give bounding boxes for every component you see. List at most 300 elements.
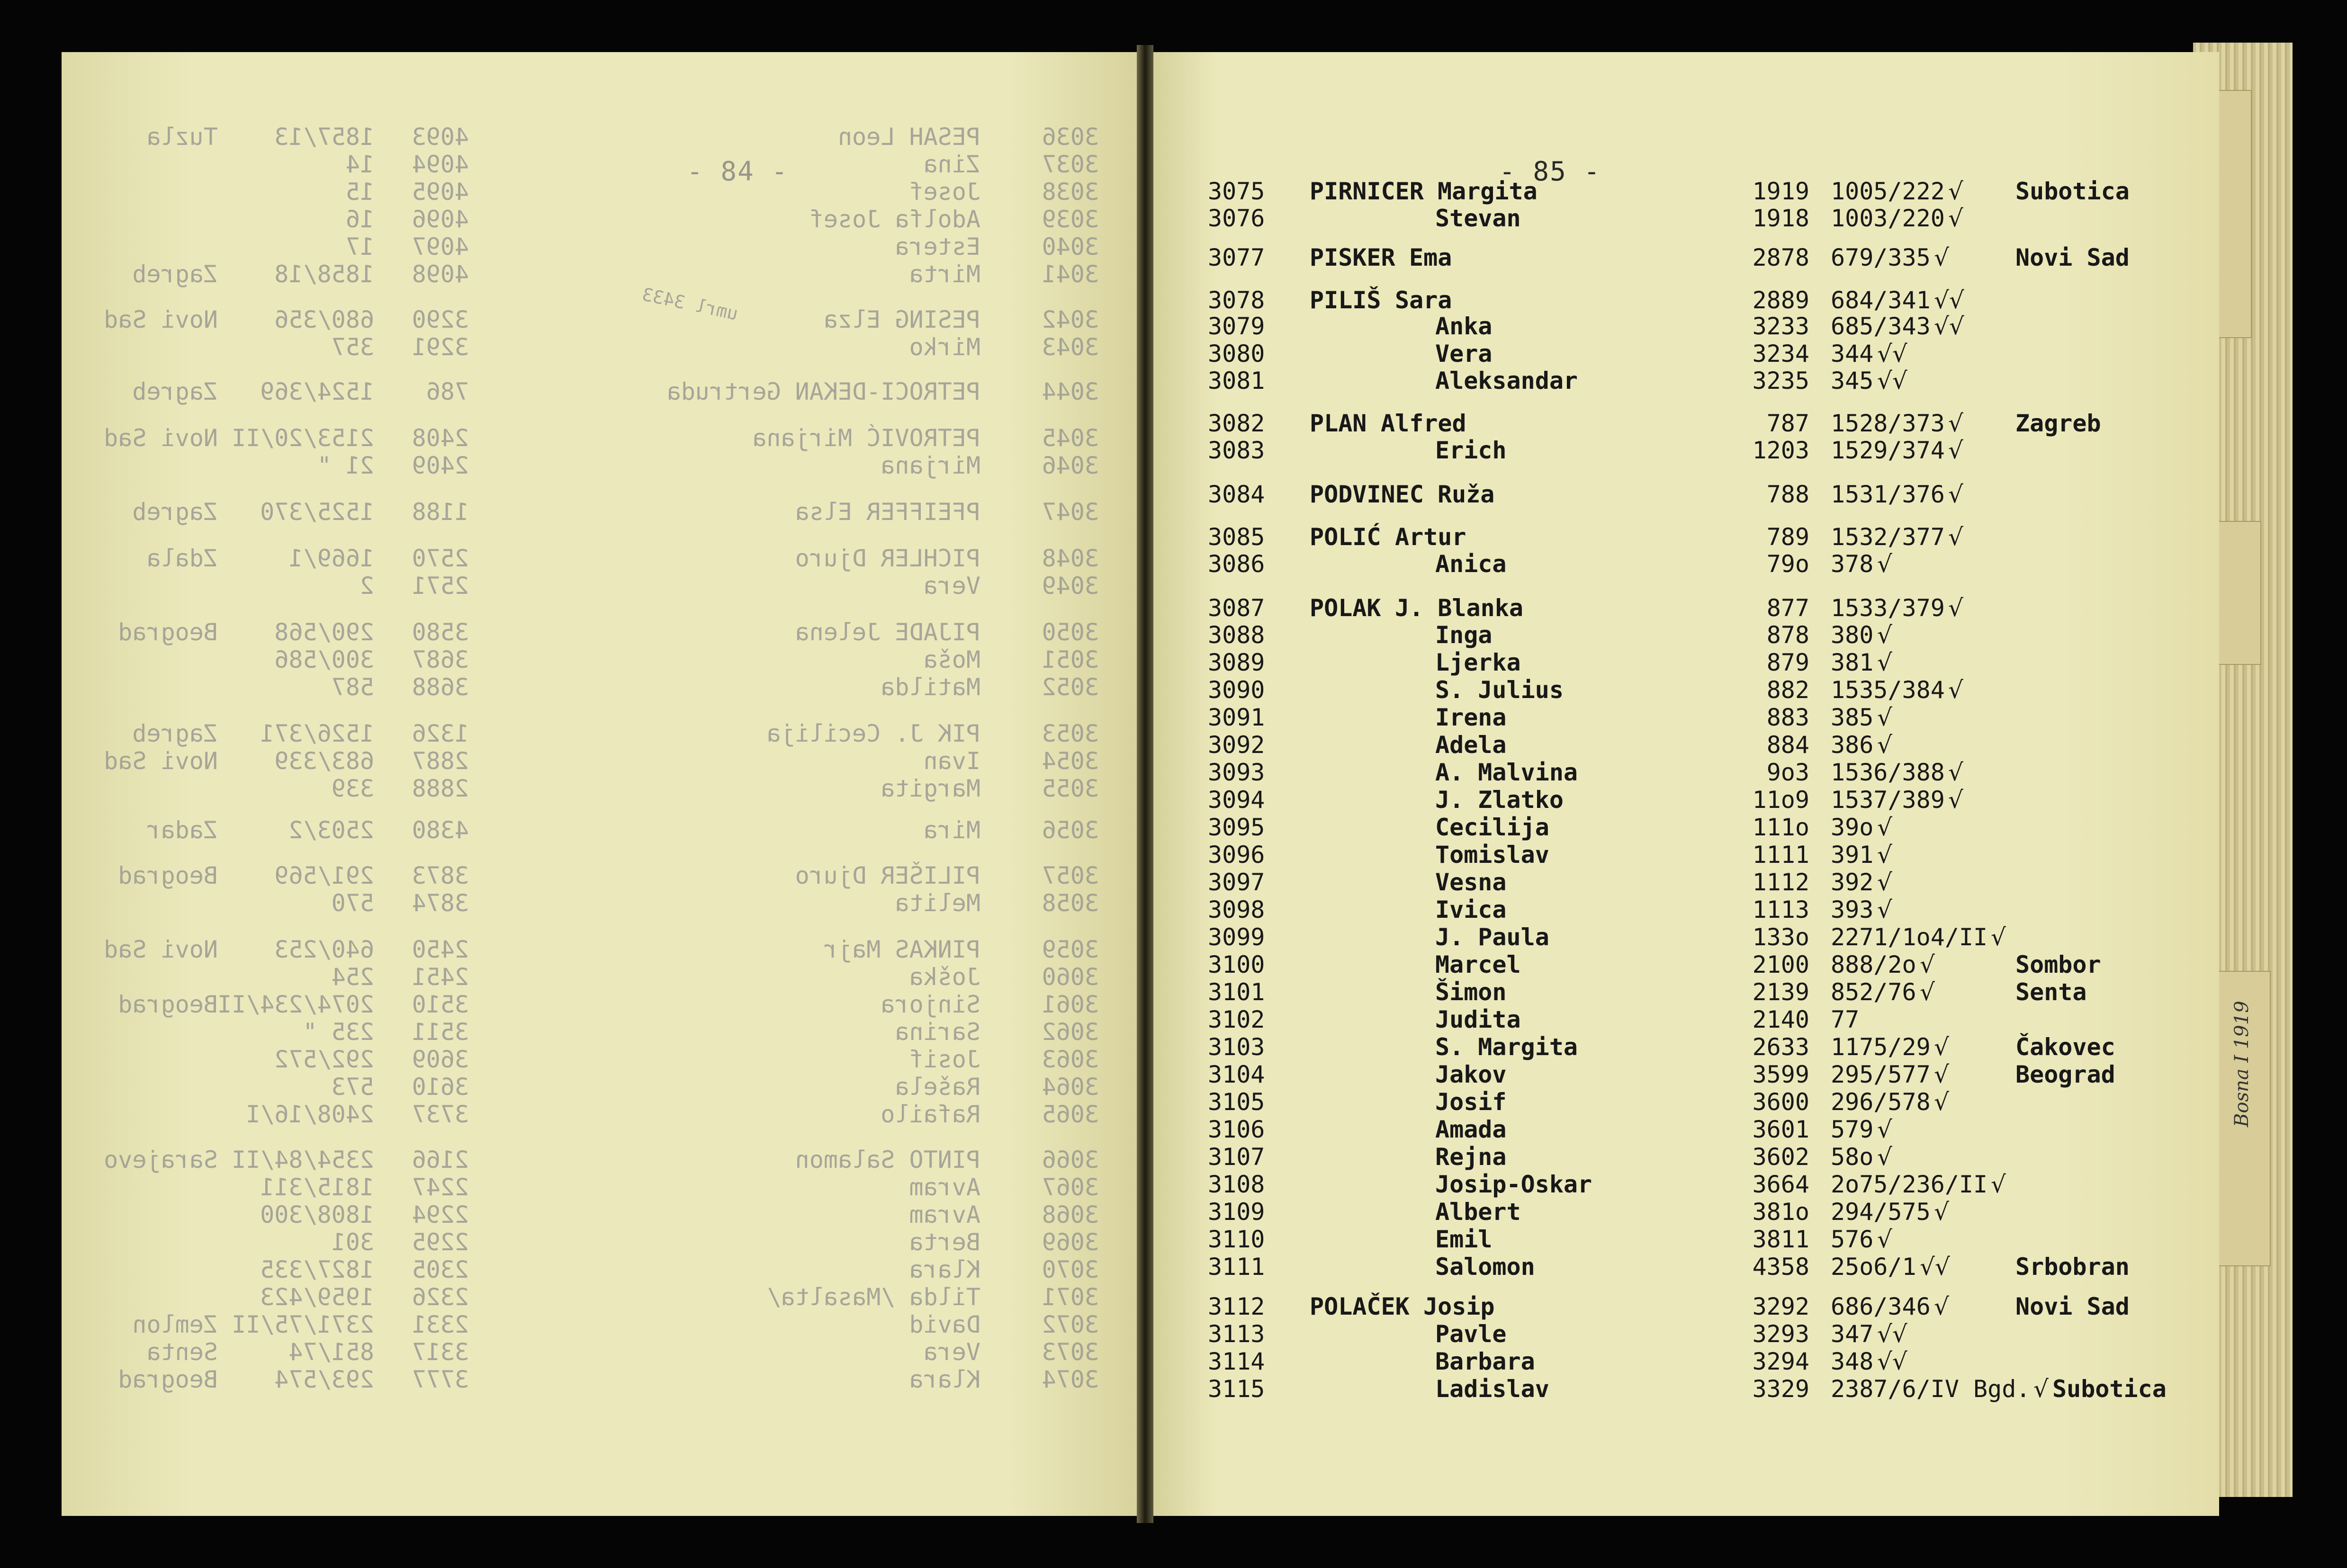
- ghost-code: 1326: [412, 720, 469, 747]
- entry-number: 3115: [1208, 1375, 1265, 1403]
- checkmark-icon: √: [1948, 205, 1963, 232]
- entry-reference: 296/578: [1831, 1088, 1931, 1116]
- entry-number: 3110: [1208, 1226, 1265, 1253]
- ghost-num: 3050: [1042, 618, 1099, 646]
- entry-given-name: A. Malvina: [1435, 759, 1578, 786]
- entry-given-name: Šimon: [1435, 978, 1507, 1006]
- ghost-code: 2450: [412, 936, 469, 963]
- entry-reference: 1533/379: [1831, 594, 1945, 622]
- ghost-name: David: [909, 1311, 980, 1338]
- ghost-code: 2247: [412, 1174, 469, 1201]
- entry-code: 3601: [1752, 1116, 1809, 1143]
- ghost-code: 3873: [412, 862, 469, 889]
- ghost-code: 3609: [412, 1046, 469, 1073]
- checkmark-icon: √: [1948, 481, 1963, 508]
- register-entry: [1153, 704, 2219, 732]
- entry-code: 3233: [1752, 313, 1809, 340]
- checkmark-icon: √: [1948, 523, 1963, 551]
- entry-given-name: Ljerka: [1435, 649, 1521, 676]
- register-entry: [1153, 869, 2219, 897]
- ghost-ref: 16: [345, 206, 374, 233]
- entry-reference: 347: [1831, 1320, 1874, 1348]
- ghost-name: Klara: [909, 1256, 980, 1283]
- ghost-city: Tuzla: [146, 123, 218, 151]
- entry-given-name: Rejna: [1435, 1143, 1507, 1171]
- entry-code: 11o9: [1752, 786, 1809, 814]
- ghost-code: 3874: [412, 889, 469, 917]
- entry-reference: 2271/1o4/II: [1831, 923, 1988, 951]
- entry-reference: 888/2o: [1831, 951, 1916, 978]
- ghost-name: Joška: [909, 963, 980, 991]
- ghost-num: 3072: [1042, 1311, 1099, 1338]
- ghost-num: 3057: [1042, 862, 1099, 889]
- entry-reference: 392: [1831, 869, 1874, 896]
- checkmark-icon: √: [1948, 759, 1963, 786]
- checkmark-icon: √: [1877, 1226, 1892, 1253]
- register-entry: [1153, 410, 2219, 438]
- entry-given-name: Pavle: [1435, 1320, 1507, 1348]
- entry-reference: 58o: [1831, 1143, 1874, 1171]
- entry-reference: 1537/389: [1831, 786, 1945, 814]
- ghost-num: 3052: [1042, 673, 1099, 701]
- entry-surname: POLAK: [1310, 594, 1381, 622]
- entry-reference: 579: [1831, 1116, 1874, 1143]
- ghost-code: 2326: [412, 1283, 469, 1311]
- ghost-num: 3060: [1042, 963, 1099, 991]
- ghost-name: Sinjora: [881, 991, 980, 1018]
- entry-number: 3086: [1208, 550, 1265, 578]
- entry-reference: 685/343: [1831, 313, 1931, 340]
- ghost-name: Vera: [923, 572, 980, 600]
- entry-reference: 385: [1831, 704, 1874, 731]
- ghost-city: Beograd: [118, 618, 218, 646]
- ghost-num: 3043: [1042, 333, 1099, 361]
- entry-given-name: Artur: [1395, 523, 1466, 551]
- ghost-ref: 17: [345, 233, 374, 260]
- ghost-code: 4097: [412, 233, 469, 260]
- ghost-ref: 2153/20/II: [231, 424, 374, 452]
- ghost-code: 4098: [412, 260, 469, 288]
- entry-code: 3293: [1752, 1320, 1809, 1348]
- entry-code: 3294: [1752, 1348, 1809, 1375]
- ghost-ref: 1959/423: [260, 1283, 374, 1311]
- register-entry: [1153, 340, 2219, 368]
- entry-number: 3096: [1208, 841, 1265, 869]
- checkmark-icon: √: [1877, 704, 1892, 731]
- entry-code: 883: [1766, 704, 1809, 731]
- checkmark-icon: √: [1877, 1116, 1892, 1143]
- entry-number: 3080: [1208, 340, 1265, 367]
- ghost-num: 3040: [1042, 233, 1099, 260]
- entry-surname: POLAČEK: [1310, 1293, 1410, 1320]
- entry-given-name: Anka: [1435, 313, 1493, 340]
- entry-reference: 1529/374: [1831, 437, 1945, 464]
- ghost-name: Rašela: [895, 1073, 980, 1101]
- register-entry: [1153, 1116, 2219, 1144]
- entry-code: 3599: [1752, 1061, 1809, 1088]
- entry-reference: 2387/6/IV Bgd.: [1831, 1375, 2031, 1403]
- register-entry: [1153, 978, 2219, 1007]
- entry-code: 787: [1766, 410, 1809, 437]
- ghost-handwritten-note: umrl 3433: [640, 284, 740, 324]
- entry-number: 3085: [1208, 523, 1265, 551]
- ghost-code: 4093: [412, 123, 469, 151]
- ghost-num: 3051: [1042, 646, 1099, 673]
- register-entry: [1153, 731, 2219, 760]
- entry-given-name: Jakov: [1435, 1061, 1507, 1088]
- ghost-ref: 1815/311: [260, 1174, 374, 1201]
- ghost-ref: 1526/371: [260, 720, 374, 747]
- register-entry: [1153, 523, 2219, 552]
- ghost-code: 4095: [412, 178, 469, 206]
- entry-code: 1919: [1752, 178, 1809, 205]
- ghost-name: Mirta: [909, 260, 980, 288]
- entry-code: 879: [1766, 649, 1809, 676]
- ghost-code: 3777: [412, 1366, 469, 1393]
- entry-city: Senta: [2015, 978, 2087, 1006]
- ghost-code: 2331: [412, 1311, 469, 1338]
- entry-given-name: Albert: [1435, 1198, 1521, 1226]
- entry-code: 877: [1766, 594, 1809, 622]
- ghost-num: 3065: [1042, 1101, 1099, 1128]
- entry-code: 788: [1766, 481, 1809, 508]
- checkmark-icon: √: [1877, 896, 1892, 923]
- ghost-num: 3067: [1042, 1174, 1099, 1201]
- ghost-name: Rafailo: [881, 1101, 980, 1128]
- entry-given-name: Stevan: [1435, 205, 1521, 232]
- ghost-name: Mirjana: [881, 452, 980, 479]
- entry-code: 3292: [1752, 1293, 1809, 1320]
- ghost-name: Melita: [895, 889, 980, 917]
- entry-reference: 2o75/236/II: [1831, 1171, 1988, 1198]
- entry-code: 2878: [1752, 244, 1809, 271]
- checkmark-icon: √√: [1934, 287, 1964, 314]
- ghost-ref: 2: [360, 572, 374, 600]
- checkmark-icon: √: [1934, 1033, 1949, 1061]
- register-entry: [1153, 621, 2219, 650]
- checkmark-icon: √: [1948, 676, 1963, 704]
- ghost-ref: 301: [331, 1228, 374, 1256]
- ghost-ref: 15: [345, 178, 374, 206]
- checkmark-icon: √: [1877, 869, 1892, 896]
- entry-given-name: Aleksandar: [1435, 367, 1578, 394]
- entry-number: 3113: [1208, 1320, 1265, 1348]
- entry-given-name: Josif: [1435, 1088, 1507, 1116]
- ghost-ref: 292/572: [274, 1046, 374, 1073]
- ghost-city: Zdala: [146, 545, 218, 572]
- entry-given-name: Ladislav: [1435, 1375, 1549, 1403]
- entry-code: 882: [1766, 676, 1809, 704]
- checkmark-icon: √: [1877, 649, 1892, 676]
- ghost-num: 3036: [1042, 123, 1099, 151]
- checkmark-icon: √: [1948, 437, 1963, 464]
- ghost-ref: 1857/13: [274, 123, 374, 151]
- entry-code: 1918: [1752, 205, 1809, 232]
- ghost-num: 3073: [1042, 1338, 1099, 1366]
- entry-number: 3098: [1208, 896, 1265, 923]
- register-entry: [1153, 923, 2219, 952]
- entry-number: 3111: [1208, 1253, 1265, 1281]
- ghost-num: 3066: [1042, 1146, 1099, 1174]
- entry-given-name: Alfred: [1381, 410, 1466, 437]
- register-entry: [1153, 676, 2219, 705]
- checkmark-icon: √√: [1877, 1348, 1907, 1375]
- entry-reference: 679/335: [1831, 244, 1931, 271]
- ghost-ref: 293/574: [274, 1366, 374, 1393]
- ghost-name: Berta: [909, 1228, 980, 1256]
- entry-code: 79o: [1766, 550, 1809, 578]
- entry-number: 3101: [1208, 978, 1265, 1006]
- ghost-city: Zadar: [146, 816, 218, 844]
- register-entry: [1153, 841, 2219, 869]
- ghost-ref: 680/356: [274, 306, 374, 333]
- ghost-code: 3688: [412, 673, 469, 701]
- ghost-code: 3737: [412, 1101, 469, 1128]
- entry-city: Subotica: [2052, 1375, 2167, 1403]
- checkmark-icon: √√: [1877, 1320, 1907, 1348]
- ghost-code: 1188: [412, 498, 469, 526]
- ghost-ref: 300/586: [274, 646, 374, 673]
- entry-given-name: Adela: [1435, 731, 1507, 759]
- entry-city: Novi Sad: [2015, 244, 2130, 271]
- ghost-code: 4094: [412, 151, 469, 178]
- ghost-name: Adolfa Josef: [809, 206, 980, 233]
- ghost-code: 786: [426, 378, 469, 405]
- ghost-ref: 339: [331, 775, 374, 802]
- register-entry: [1153, 759, 2219, 787]
- entry-code: 3234: [1752, 340, 1809, 367]
- entry-number: 3102: [1208, 1006, 1265, 1033]
- entry-given-name: Erich: [1435, 437, 1507, 464]
- entry-number: 3108: [1208, 1171, 1265, 1198]
- entry-number: 3081: [1208, 367, 1265, 394]
- checkmark-icon: √: [1877, 550, 1892, 578]
- ghost-name: Vera: [923, 1338, 980, 1366]
- entry-surname: PLAN: [1310, 410, 1367, 437]
- ghost-num: 3037: [1042, 151, 1099, 178]
- ghost-num: 3059: [1042, 936, 1099, 963]
- entry-reference: 1536/388: [1831, 759, 1945, 786]
- ghost-ref: 1808/300: [260, 1201, 374, 1228]
- entry-city: Beograd: [2015, 1061, 2115, 1088]
- entry-surname: PIRNICER: [1310, 178, 1424, 205]
- register-entry: [1153, 1375, 2219, 1404]
- entry-reference: 25o6/1: [1831, 1253, 1916, 1281]
- entry-code: 878: [1766, 621, 1809, 649]
- ghost-num: 3046: [1042, 452, 1099, 479]
- left-page-number: - 84 -: [687, 156, 789, 187]
- entry-reference: 386: [1831, 731, 1874, 759]
- entry-reference: 852/76: [1831, 978, 1916, 1006]
- entry-reference: 1532/377: [1831, 523, 1945, 551]
- checkmark-icon: √: [1877, 1143, 1892, 1171]
- ghost-ref: 573: [331, 1073, 374, 1101]
- checkmark-icon: √: [1920, 951, 1935, 978]
- checkmark-icon: √: [1934, 1198, 1949, 1226]
- ghost-ref: 683/339: [274, 747, 374, 775]
- entry-code: 2633: [1752, 1033, 1809, 1061]
- entry-reference: 576: [1831, 1226, 1874, 1253]
- ghost-num: 3062: [1042, 1018, 1099, 1046]
- checkmark-icon: √√: [1920, 1253, 1950, 1281]
- register-entry: [1153, 1061, 2219, 1089]
- entry-reference: 1531/376: [1831, 481, 1945, 508]
- entry-reference: 1005/222: [1831, 178, 1945, 205]
- register-entry: [1153, 550, 2219, 579]
- checkmark-icon: √: [1877, 814, 1892, 841]
- ghost-city: Zagreb: [132, 378, 218, 405]
- ghost-ref: 1827/335: [260, 1256, 374, 1283]
- entry-reference: 294/575: [1831, 1198, 1931, 1226]
- ghost-ref: 1525/370: [260, 498, 374, 526]
- ghost-city: Novi Sad: [104, 747, 218, 775]
- entry-given-name: J. Paula: [1435, 923, 1549, 951]
- checkmark-icon: √: [1934, 244, 1949, 271]
- entry-given-name: Tomislav: [1435, 841, 1549, 869]
- ghost-code: 4096: [412, 206, 469, 233]
- checkmark-icon: √√: [1877, 367, 1907, 394]
- ghost-name: Klara: [909, 1366, 980, 1393]
- entry-reference: 295/577: [1831, 1061, 1931, 1088]
- entry-reference: 1535/384: [1831, 676, 1945, 704]
- entry-code: 1113: [1752, 896, 1809, 923]
- ghost-code: 2294: [412, 1201, 469, 1228]
- ghost-city: Beograd: [118, 991, 218, 1018]
- ghost-name: Tilda /Masalta/: [766, 1283, 980, 1311]
- ghost-city: Senta: [146, 1338, 218, 1366]
- register-entry: [1153, 313, 2219, 341]
- register-entry: [1153, 1033, 2219, 1062]
- entry-given-name: Anica: [1435, 550, 1507, 578]
- ghost-num: 3044: [1042, 378, 1099, 405]
- entry-number: 3087: [1208, 594, 1265, 622]
- ghost-ref: 2354/84/II: [231, 1146, 374, 1174]
- entry-given-name: Sara: [1395, 287, 1452, 314]
- ghost-ref: 587: [331, 673, 374, 701]
- right-page-number: - 85 -: [1499, 156, 1601, 187]
- ghost-num: 3064: [1042, 1073, 1099, 1101]
- entry-number: 3106: [1208, 1116, 1265, 1143]
- entry-given-name: Emil: [1435, 1226, 1493, 1253]
- ghost-code: 2888: [412, 775, 469, 802]
- ghost-ref: 14: [345, 151, 374, 178]
- entry-number: 3114: [1208, 1348, 1265, 1375]
- entry-number: 3094: [1208, 786, 1265, 814]
- entry-number: 3100: [1208, 951, 1265, 978]
- entry-code: 133o: [1752, 923, 1809, 951]
- ghost-name: Zina: [923, 151, 980, 178]
- register-entry: [1153, 896, 2219, 924]
- checkmark-icon: √: [1877, 621, 1892, 649]
- checkmark-icon: √√: [1934, 313, 1964, 340]
- entry-given-name: Ema: [1409, 244, 1452, 271]
- ghost-name: Avram: [909, 1201, 980, 1228]
- ghost-city: Beograd: [118, 1366, 218, 1393]
- entry-reference: 348: [1831, 1348, 1874, 1375]
- entry-reference: 391: [1831, 841, 1874, 869]
- entry-number: 3103: [1208, 1033, 1265, 1061]
- entry-given-name: Vesna: [1435, 869, 1507, 896]
- entry-number: 3092: [1208, 731, 1265, 759]
- ghost-name: PESING Elza: [823, 306, 980, 333]
- ghost-num: 3056: [1042, 816, 1099, 844]
- register-entry: [1153, 287, 2219, 315]
- ghost-name: PESAH Leon: [837, 123, 980, 151]
- ghost-name: PIK J. Cecilija: [766, 720, 980, 747]
- ghost-name: Josif: [909, 1046, 980, 1073]
- register-entry: [1153, 178, 2219, 206]
- entry-code: 884: [1766, 731, 1809, 759]
- ghost-name: Moša: [923, 646, 980, 673]
- ghost-num: 3049: [1042, 572, 1099, 600]
- ghost-name: Estera: [895, 233, 980, 260]
- entry-surname: PODVINEC: [1310, 481, 1424, 508]
- ghost-num: 3054: [1042, 747, 1099, 775]
- ghost-city: Beograd: [118, 862, 218, 889]
- register-entry: [1153, 951, 2219, 979]
- entry-given-name: Amada: [1435, 1116, 1507, 1143]
- ghost-code: 3687: [412, 646, 469, 673]
- ghost-name: Ivan: [923, 747, 980, 775]
- entry-number: 3105: [1208, 1088, 1265, 1116]
- register-entry: [1153, 649, 2219, 677]
- ghost-code: 2451: [412, 963, 469, 991]
- register-entry: [1153, 367, 2219, 395]
- entry-number: 3075: [1208, 178, 1265, 205]
- register-entry: [1153, 205, 2219, 233]
- ghost-city: Zagreb: [132, 720, 218, 747]
- register-entry: [1153, 244, 2219, 272]
- ghost-code: 3510: [412, 991, 469, 1018]
- entry-code: 2140: [1752, 1006, 1809, 1033]
- entry-reference: 344: [1831, 340, 1874, 367]
- ghost-code: 3290: [412, 306, 469, 333]
- checkmark-icon: √√: [1877, 340, 1907, 367]
- entry-reference: 684/341: [1831, 287, 1931, 314]
- entry-code: 381o: [1752, 1198, 1809, 1226]
- entry-number: 3089: [1208, 649, 1265, 676]
- ghost-ref: 357: [331, 333, 374, 361]
- ghost-ref: 1669/1: [288, 545, 374, 572]
- entry-given-name: S. Margita: [1435, 1033, 1578, 1061]
- entry-given-name: Josip: [1423, 1293, 1495, 1320]
- entry-number: 3083: [1208, 437, 1265, 464]
- ghost-num: 3048: [1042, 545, 1099, 572]
- entry-surname: POLIĆ: [1310, 523, 1381, 551]
- ghost-city: Sarajevo: [104, 1146, 218, 1174]
- checkmark-icon: √: [1991, 923, 2006, 951]
- entry-reference: 1175/29: [1831, 1033, 1931, 1061]
- checkmark-icon: √: [1948, 410, 1963, 437]
- entry-number: 3076: [1208, 205, 1265, 232]
- ghost-num: 3071: [1042, 1283, 1099, 1311]
- checkmark-icon: √: [1920, 978, 1935, 1006]
- ghost-num: 3074: [1042, 1366, 1099, 1393]
- entry-given-name: Irena: [1435, 704, 1507, 731]
- entry-city: Zagreb: [2015, 410, 2101, 437]
- ghost-code: 3580: [412, 618, 469, 646]
- handwritten-margin-note: Bosna I 1919: [2231, 1001, 2253, 1127]
- entry-surname: PISKER: [1310, 244, 1395, 271]
- entry-number: 3084: [1208, 481, 1265, 508]
- entry-code: 3235: [1752, 367, 1809, 394]
- entry-given-name: J. Zlatko: [1435, 786, 1564, 814]
- ghost-code: 2409: [412, 452, 469, 479]
- ghost-ref: 2503/2: [288, 816, 374, 844]
- entry-reference: 686/346: [1831, 1293, 1931, 1320]
- entry-code: 2139: [1752, 978, 1809, 1006]
- ghost-num: 3041: [1042, 260, 1099, 288]
